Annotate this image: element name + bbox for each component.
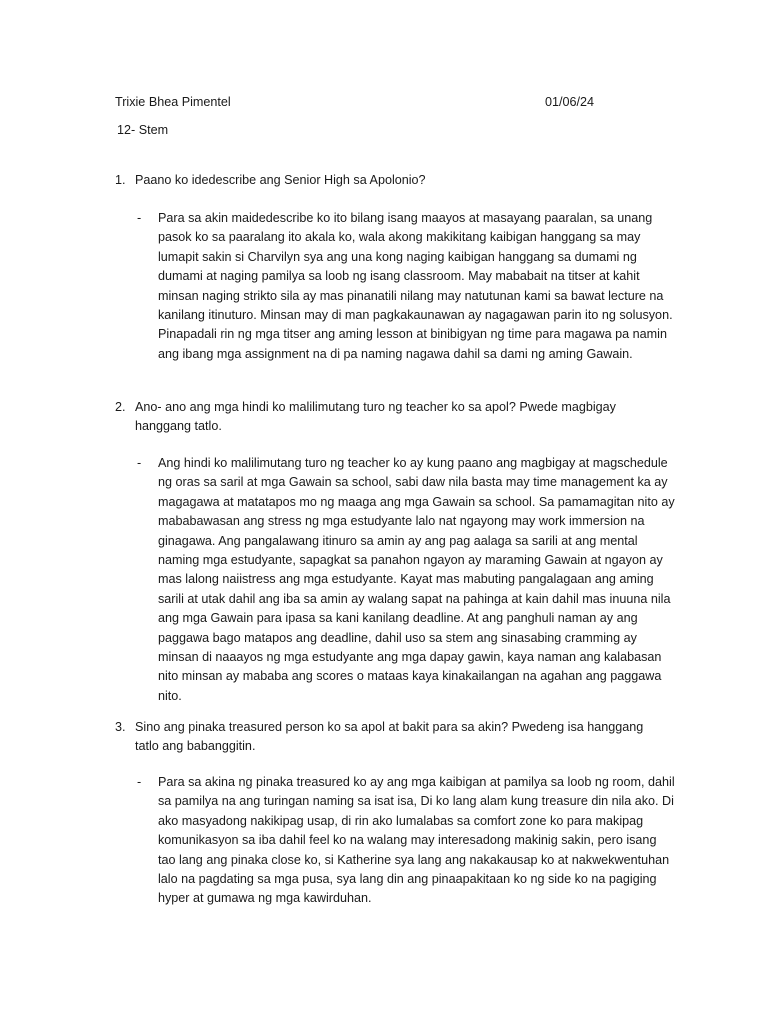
- answer-2: [137, 454, 677, 706]
- answer-text: Para sa akin maidedescribe ko ito bilang isang maayos at masayang paaralan, sa unang pasok ko sa paaralang ito akala ko, wala akong makikitang kaibigan hanggang sa may lumapit sakin si Charvilyn sya ang una kong naging kaibigan hanggang sa dumami ng dumami at naging pamilya sa loob ng isang classroom. May mababait na titser at kahit minsan naging strikto sila ay mas pinanatili nilang may natutunan kami sa bawat lecture na kanilang itinuturo. Minsan may di man pagkakaunawan ay nagagawan parin ito ng solusyon. Pinapadali rin ng mga titser ang aming lesson at binibigyan ng time para magawa pa namin ang ibang mga assignment na di pa naming nagawa dahil sa dami ng aming Gawain.: [158, 211, 673, 361]
- question-text: Paano ko idedescribe ang Senior High sa Apolonio?: [135, 173, 426, 187]
- answer-bullet: -: [137, 211, 142, 225]
- question-number: 1.: [115, 173, 126, 187]
- question-number: 3.: [115, 720, 126, 734]
- question-1: [115, 171, 655, 190]
- question-text: Sino ang pinaka treasured person ko sa apol at bakit para sa akin? Pwedeng isa hanggang tatlo ang babanggitin.: [135, 720, 644, 754]
- question-3: [115, 718, 655, 757]
- answer-text: Para sa akina ng pinaka treasured ko ay ang mga kaibigan at pamilya sa loob ng room, dahil sa pamilya na ang turingan naming sa isat isa, Di ko lang alam kung treasure din nila ako. Di ako masyadong nakikipag usap, di rin ako lumalabas sa comfort zone ko para makipag komunikasyon sa iba dahil feel ko na walang may interesadong makinig sakin, pero isang tao lang ang pinaka close ko, si Katherine sya lang ang nakakausap ko at nakwekwentuhan lalo na pagdating sa mga pusa, sya lang din ang pinaapakitaan ko ng side ko na pagiging hyper at gumawa ng mga kawirduhan.: [158, 775, 675, 906]
- question-number: 2.: [115, 400, 126, 414]
- answer-text: Ang hindi ko malilimutang turo ng teacher ko ay kung paano ang magbigay at magschedule ng oras sa saril at mga Gawain sa school, sabi daw nila basta may time management ka ay magagawa at matatapos mo ng maaga ang mga Gawain sa school. Sa pamamagitan nito ay mababawasan ang stress ng mga estudyante lalo nat ngayong may work immersion na ginagawa. Ang pangalawang itinuro sa amin ay ang pag aalaga sa sarili at ang mental naming mga estudyante, sapagkat sa panahon ngayon ay maraming Gawain at ngayon ay mas lalong naiistress ang mga estudyante. Kayat mas mabuting pangalagaan ang aming sarili at utak dahil ang iba sa amin ay walang sapat na pahinga at kain dahil mas inuuna nila ang mga Gawain para ipasa sa kani kanilang deadline. At ang panghuli naman ay ang paggawa bago matapos ang deadline, dahil uso sa stem ang sinasabing cramming ay minsan di naaayos ng mga estudyante ang mga dapay gawin, kaya naman ang kalabasan nito minsan ay mababa ang scores o mataas kaya kinakailangan na agahan ang paggawa nito.: [158, 456, 675, 703]
- answer-bullet: -: [137, 456, 142, 470]
- document-date: 01/06/24: [545, 95, 595, 109]
- student-section: 12- Stem: [117, 123, 169, 137]
- answer-bullet: -: [137, 775, 142, 789]
- answer-3: [137, 773, 677, 909]
- answer-1: [137, 209, 677, 364]
- question-text: Ano- ano ang mga hindi ko malilimutang turo ng teacher ko sa apol? Pwede magbigay hanggang tatlo.: [135, 400, 616, 434]
- student-name: Trixie Bhea Pimentel: [115, 95, 231, 109]
- question-2: [115, 398, 655, 437]
